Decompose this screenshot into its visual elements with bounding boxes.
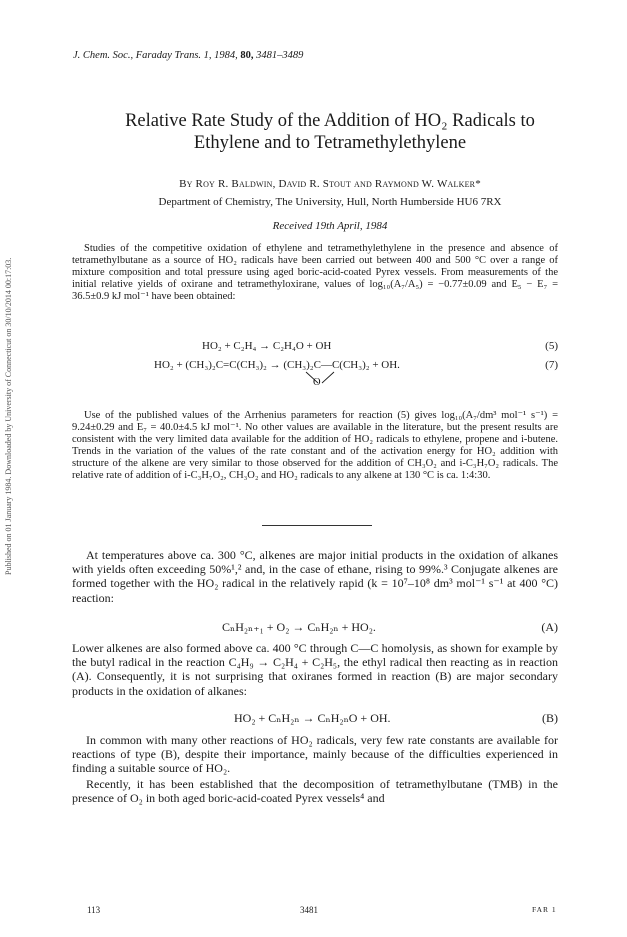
journal-volume: 80, <box>240 50 254 61</box>
journal-name: J. Chem. Soc., Faraday Trans. 1, <box>73 50 212 61</box>
affiliation: Department of Chemistry, The University, Hull, North Humberside HU6 7RX <box>158 196 502 208</box>
section-divider <box>262 525 372 526</box>
journal-year: 1984, <box>214 50 238 61</box>
download-watermark: Published on 01 January 1984. Downloaded by University of Connecticut on 30/10/2014 00:17:03. <box>4 257 13 575</box>
equation-B-text: HO₂ + CₙH₂ₙ → CₙH₂ₙO + OH. <box>234 711 391 725</box>
equation-A-text: CₙH₂ₙ₊₁ + O₂ → CₙH₂ₙ + HO₂. <box>222 620 376 634</box>
equation-7-number: (7) <box>545 359 558 371</box>
body-paragraph-2: Lower alkenes are also formed above ca. 400 °C through C—C homolysis, as shown for example by the butyl radical in the reaction C₄H₉ → C₂H₄ + C₂H₅, the ethyl radical then reacting as in reaction (A). Consequently, it is not surprising that oxiranes formed in reaction (B) are major secondary products in the oxidation of alkanes: <box>72 641 558 698</box>
paper-title <box>60 110 600 154</box>
equation-5-number: (5) <box>545 340 558 352</box>
journal-pages: 3481–3489 <box>256 50 304 61</box>
epoxide-oxygen: O <box>313 377 321 388</box>
author-list: By Roy R. Baldwin, David R. Stout and Raymond W. Walker* <box>179 178 481 190</box>
received-date: Received 19th April, 1984 <box>272 220 388 232</box>
abstract-paragraph-2: Use of the published values of the Arrhenius parameters for reaction (5) gives log₁₀(A₇/dm³ mol⁻¹ s⁻¹) = 9.24±0.29 and E₇ = 40.0±4.5 kJ mol⁻¹. No other values are available in the literature, but the present results are consistent with the very limited data available for the addition of HO₂ radicals to ethylene, propene and i-butene. Trends in the variation of the values of the rate constant and of the activation energy for HO₂ addition with structure of the alkene are very similar to those observed for the addition of CH₃O₂ and i-C₃H₇O₂ radicals. The relative rate of addition of i-C₃H₇O₂, CH₃O₂ and HO₂ radicals to any alkene at 130 °C is ca. 1:4:30. <box>72 410 558 481</box>
footer-page-number: 3481 <box>300 905 318 915</box>
footer-signature-mark: FAR 1 <box>532 905 557 914</box>
equation-5-text: HO₂ + C₂H₄ → C₂H₄O + OH <box>202 340 332 352</box>
footer-sequence-number: 113 <box>87 905 101 915</box>
title-line-1: Relative Rate Study of the Addition of HO₂ Radicals to <box>125 111 535 131</box>
body-paragraph-3: In common with many other reactions of HO₂ radicals, very few rate constants are available for reactions of type (B), despite their importance, mainly because of the difficulties experienced in finding a suitable source of HO₂. <box>72 733 558 776</box>
equation-B-number: (B) <box>542 711 558 725</box>
body-paragraph-4: Recently, it has been established that the decomposition of tetramethylbutane (TMB) in the presence of O₂ in both aged boric-acid-coated Pyrex vessels⁴ and <box>72 777 558 806</box>
journal-reference <box>73 50 303 61</box>
equation-7-text: HO₂ + (CH₃)₂C=C(CH₃)₂ → (CH₃)₂C—C(CH₃)₂ + OH. <box>154 359 400 371</box>
abstract-paragraph-1: Studies of the competitive oxidation of ethylene and tetramethylethylene in the presence and absence of tetramethylbutane as a source of HO₂ radicals have been carried out between 400 and 500 °C over a range of mixture composition and total pressure using aged boric-acid-coated Pyrex vessels. From measurements of the initial relative yields of oxirane and tetramethyloxirane, values of log₁₀(A₇/A₅) = −0.77±0.09 and E₅ − E₇ = 36.5±0.9 kJ mol⁻¹ have been obtained: <box>72 243 558 302</box>
title-line-2: Ethylene and to Tetramethylethylene <box>193 133 467 153</box>
equation-5 <box>72 340 558 354</box>
body-paragraph-1: At temperatures above ca. 300 °C, alkenes are major initial products in the oxidation of alkanes with yields often exceeding 50%¹,² and, in the case of ethane, rising to 99%.³ Conjugate alkenes are formed together with the HO₂ radical in the relatively rapid (k = 10⁷–10⁸ dm³ mol⁻¹ s⁻¹ at 400 °C) reaction: <box>72 548 558 605</box>
equation-A-number: (A) <box>541 620 558 634</box>
